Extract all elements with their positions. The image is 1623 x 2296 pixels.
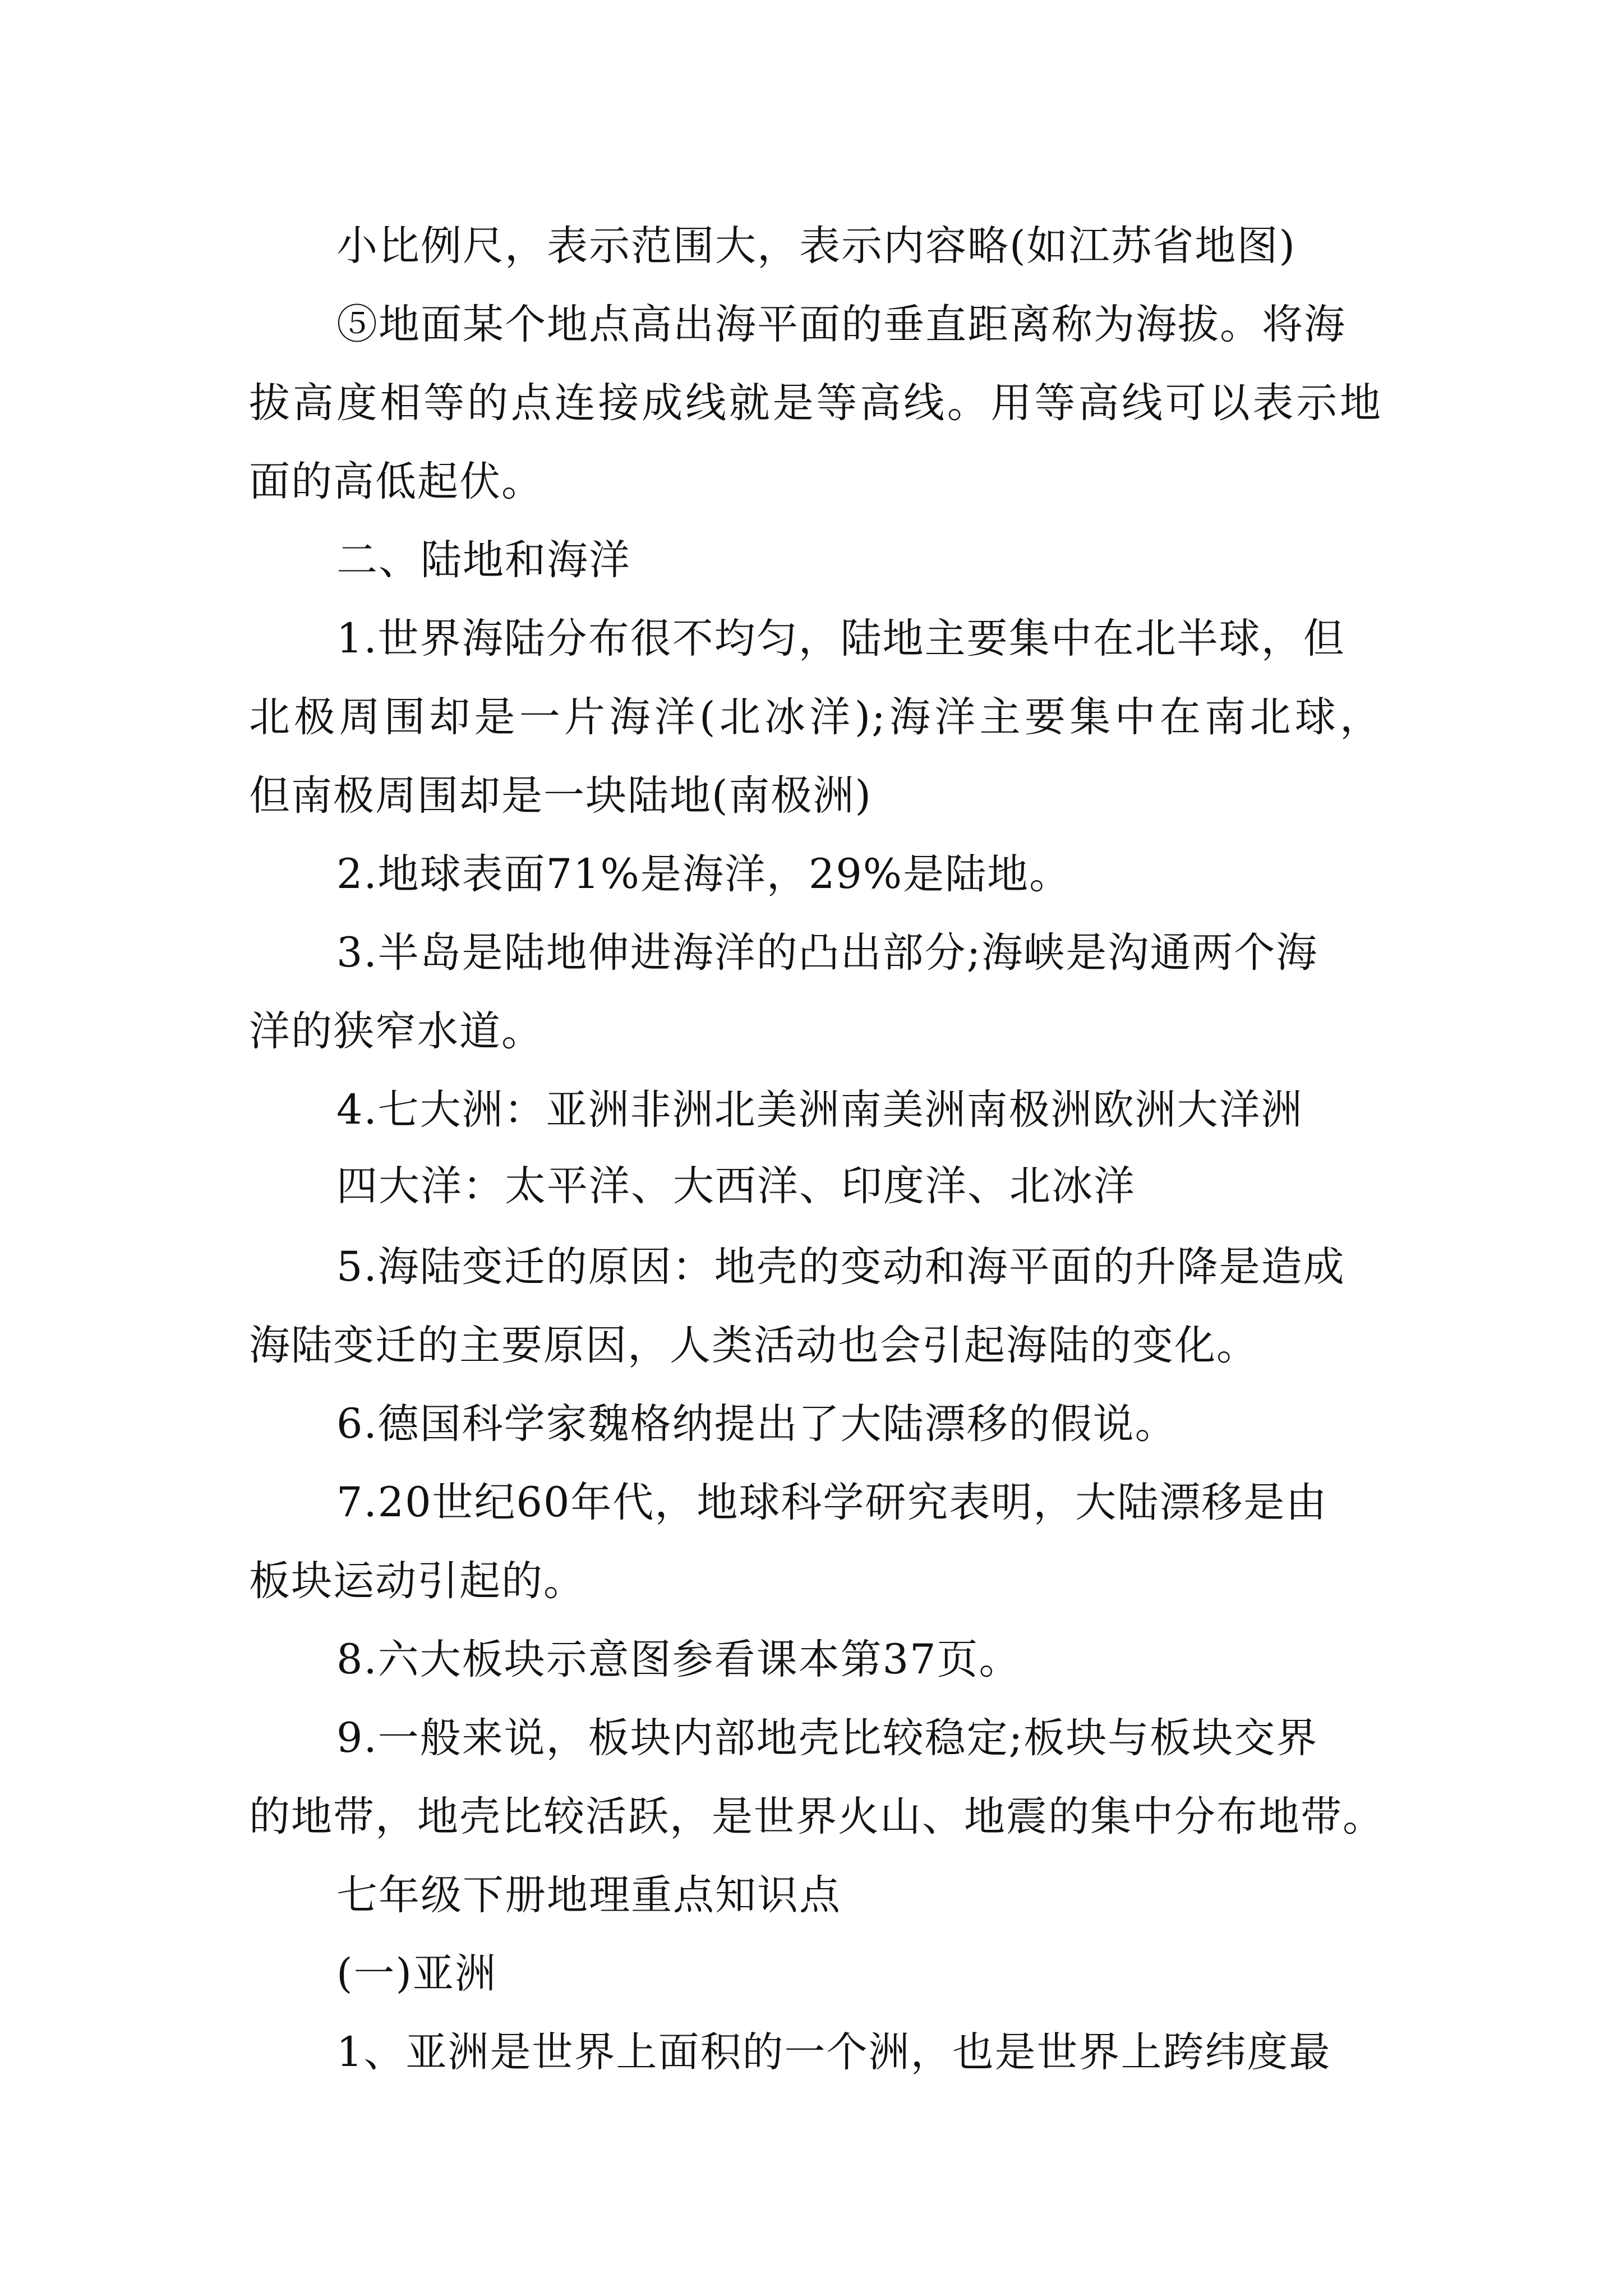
text-line: 但南极周围却是一块陆地(南极洲) bbox=[249, 772, 872, 820]
text-line: 小比例尺，表示范围大，表示内容略(如江苏省地图) bbox=[336, 222, 1296, 270]
text-line: 的地带，地壳比较活跃，是世界火山、地震的集中分布地带。 bbox=[249, 1793, 1385, 1841]
text-line: 3.半岛是陆地伸进海洋的凸出部分;海峡是沟通两个海 bbox=[336, 929, 1318, 977]
text-line: 北极周围却是一片海洋(北冰洋);海洋主要集中在南北球， bbox=[249, 693, 1382, 741]
text-line: 1.世界海陆分布很不均匀，陆地主要集中在北半球，但 bbox=[336, 615, 1345, 662]
text-line: 1、亚洲是世界上面积的一个洲，也是世界上跨纬度最 bbox=[336, 2028, 1331, 2076]
text-line: ⑤地面某个地点高出海平面的垂直距离称为海拔。将海 bbox=[336, 301, 1346, 348]
text-line: 面的高低起伏。 bbox=[249, 458, 543, 505]
subsection-heading: (一)亚洲 bbox=[336, 1950, 497, 1998]
text-line: 海陆变迁的主要原因，人类活动也会引起海陆的变化。 bbox=[249, 1322, 1258, 1369]
text-line: 拔高度相等的点连接成线就是等高线。用等高线可以表示地 bbox=[249, 379, 1382, 427]
text-line: 4.七大洲：亚洲非洲北美洲南美洲南极洲欧洲大洋洲 bbox=[336, 1086, 1303, 1134]
text-line: 洋的狭窄水道。 bbox=[249, 1007, 543, 1055]
text-line: 2.地球表面71%是海洋，29%是陆地。 bbox=[336, 850, 1072, 898]
text-line: 6.德国科学家魏格纳提出了大陆漂移的假说。 bbox=[336, 1400, 1177, 1448]
section-heading: 二、陆地和海洋 bbox=[336, 536, 631, 584]
text-line: 7.20世纪60年代，地球科学研究表明，大陆漂移是由 bbox=[336, 1479, 1328, 1526]
section-heading: 七年级下册地理重点知识点 bbox=[336, 1871, 841, 1919]
text-line: 5.海陆变迁的原因：地壳的变动和海平面的升降是造成 bbox=[336, 1243, 1345, 1291]
text-line: 8.六大板块示意图参看课本第37页。 bbox=[336, 1636, 1021, 1683]
text-line: 板块运动引起的。 bbox=[249, 1557, 585, 1605]
text-line: 四大洋：太平洋、大西洋、印度洋、北冰洋 bbox=[336, 1162, 1136, 1210]
text-line: 9.一般来说，板块内部地壳比较稳定;板块与板块交界 bbox=[336, 1714, 1318, 1762]
